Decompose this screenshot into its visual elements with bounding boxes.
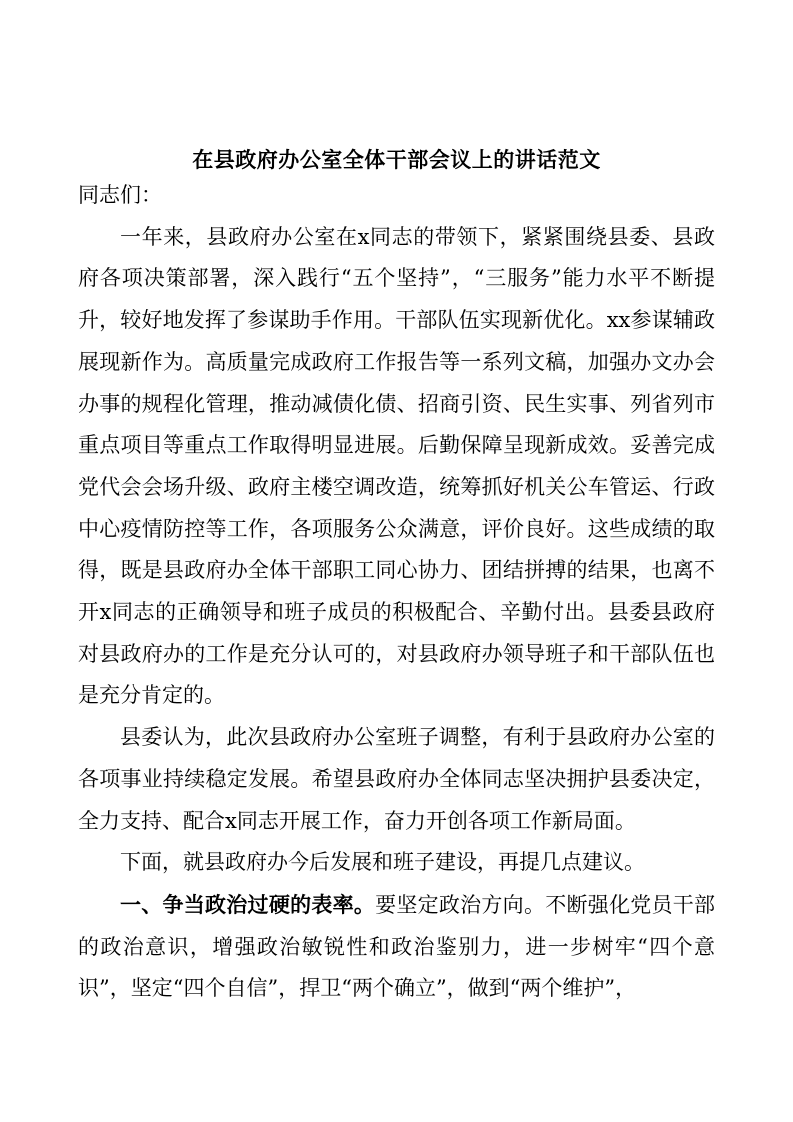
paragraph-1: 一年来，县政府办公室在x同志的带领下，紧紧围绕县委、县政府各项决策部署，深入践行“五个坚持”，“三服务”能力水平不断提升，较好地发挥了参谋助手作用。干部队伍实现新优化。xx参谋辅政展现新作为。高质量完成政府工作报告等一系列文稿，加强办文办会办事的规程化管理，推动减债化债、招商引资、民生实事、列省列市重点项目等重点工作取得明显进展。后勤保障呈现新成效。妥善完成党代会会场升级、政府主楼空调改造，统筹抓好机关公车管运、行政中心疫情防控等工作，各项服务公众满意，评价良好。这些成绩的取得，既是县政府办全体干部职工同心协力、团结拼搏的结果，也离不开x同志的正确领导和班子成员的积极配合、辛勤付出。县委县政府对县政府办的工作是充分认可的，对县政府办领导班子和干部队伍也是充分肯定的。: [78, 224, 715, 708]
paragraph-2: 县委认为，此次县政府办公室班子调整，有利于县政府办公室的各项事业持续稳定发展。希望县政府办全体同志坚决拥护县委决定，全力支持、配合x同志开展工作，奋力开创各项工作新局面。: [78, 725, 715, 833]
section-1-paragraph: [78, 884, 715, 1010]
document-body: [78, 175, 715, 1010]
paragraph-3: 下面，就县政府办今后发展和班子建设，再提几点建议。: [120, 850, 645, 875]
document-title: 在县政府办公室全体干部会议上的讲话范文: [192, 147, 601, 172]
section-1-heading: 一、争当政治过硬的表率。: [120, 891, 376, 917]
section-1-text: 要坚定政治方向。不断强化党员干部的政治意识，增强政治敏锐性和政治鉴别力，进一步树牢“四个意识”，坚定“四个自信”，捍卫“两个确立”，做到“两个维护”，: [78, 892, 716, 1001]
salutation: 同志们：: [78, 183, 162, 207]
